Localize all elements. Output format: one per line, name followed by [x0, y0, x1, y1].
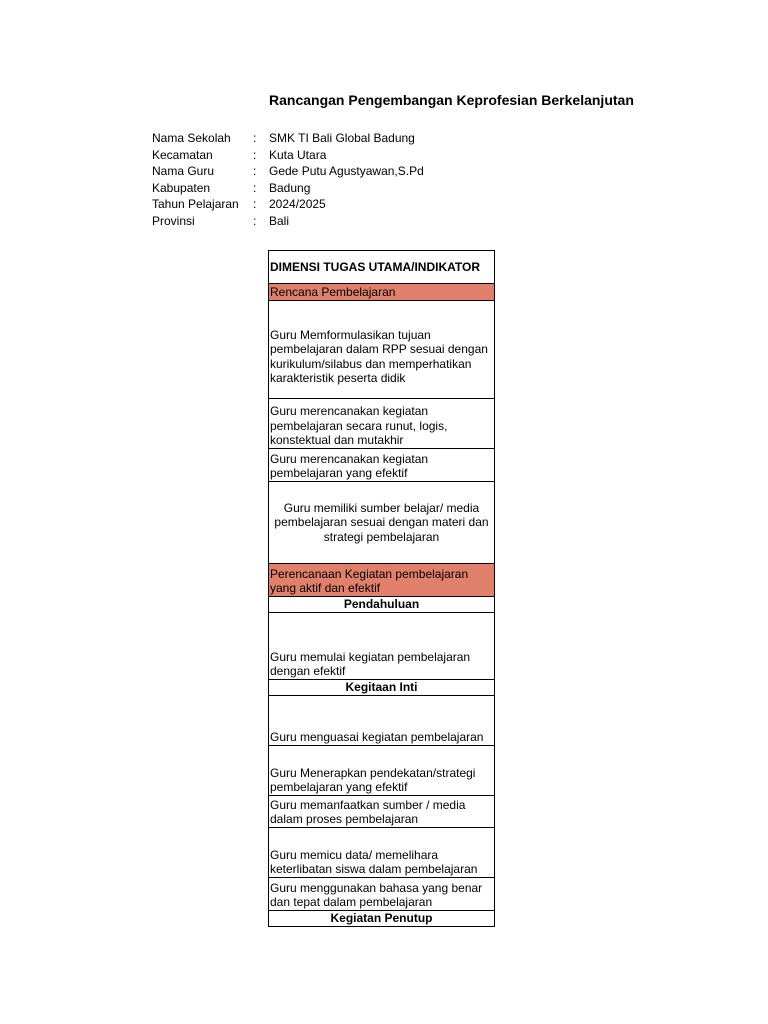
subsection-row: [269, 597, 494, 613]
subsection-label: Pendahuluan: [343, 597, 420, 612]
subsection-row: [269, 680, 494, 696]
info-value: Badung: [269, 180, 311, 195]
table-header: [269, 251, 494, 284]
info-value: Kuta Utara: [269, 147, 327, 162]
info-colon: :: [253, 213, 257, 228]
info-value: Gede Putu Agustyawan,S.Pd: [269, 164, 424, 179]
indicator-table: [268, 250, 495, 927]
info-colon: :: [253, 147, 257, 162]
subsection-label: Kegiatan Penutup: [330, 911, 433, 926]
table-row: [269, 746, 494, 796]
table-row: [269, 796, 494, 828]
table-row: [269, 878, 494, 911]
indicator-text: Guru memulai kegiatan pembelajaran dengan efektif: [270, 649, 471, 679]
indicator-text: Guru memiliki sumber belajar/ media pembelajaran sesuai dengan materi dan strategi pembelajaran: [274, 500, 489, 544]
info-colon: :: [253, 197, 257, 212]
page-title: Rancangan Pengembangan Keprofesian Berkelanjutan: [269, 92, 634, 108]
table-row: [269, 696, 494, 746]
info-label: Kecamatan: [152, 147, 213, 162]
info-label: Nama Guru: [152, 164, 215, 179]
indicator-text: Guru menggunakan bahasa yang benar dan tepat dalam pembelajaran: [270, 880, 483, 910]
info-label: Kabupaten: [152, 180, 211, 195]
indicator-text: Guru menguasai kegiatan pembelajaran: [270, 730, 484, 745]
section-row: [269, 284, 494, 301]
subsection-row: [269, 911, 494, 927]
table-row: [269, 399, 494, 449]
section-label: Rencana Pembelajaran: [270, 285, 396, 300]
indicator-text: Guru Memformulasikan tujuan pembelajaran dalam RPP sesuai dengan kurikulum/silabus dan memperhatikan karakteristik peserta didik: [270, 327, 488, 386]
indicator-text: Guru memanfaatkan sumber / media dalam proses pembelajaran: [270, 797, 466, 827]
info-label: Nama Sekolah: [152, 131, 231, 145]
info-value: 2024/2025: [269, 197, 326, 212]
section-row: [269, 564, 494, 597]
table-row: [269, 828, 494, 878]
table-row: [269, 613, 494, 680]
info-label: Tahun Pelajaran: [152, 197, 239, 212]
info-colon: :: [253, 180, 257, 195]
subsection-label: Kegitaan Inti: [345, 680, 418, 695]
indicator-text: Guru merencanakan kegiatan pembelajaran yang efektif: [270, 451, 429, 481]
table-row: [269, 482, 494, 564]
table-row: [269, 449, 494, 482]
section-label: Perencanaan Kegiatan pembelajaran yang aktif dan efektif: [270, 566, 469, 596]
table-header-label: DIMENSI TUGAS UTAMA/INDIKATOR: [270, 259, 480, 274]
table-row: [269, 301, 494, 399]
indicator-text: Guru Menerapkan pendekatan/strategi pembelajaran yang efektif: [270, 765, 476, 795]
info-label: Provinsi: [152, 213, 195, 228]
info-value: Bali: [269, 213, 290, 228]
info-colon: :: [253, 164, 257, 179]
info-value: SMK TI Bali Global Badung: [269, 131, 415, 145]
info-colon: :: [253, 131, 257, 145]
indicator-text: Guru memicu data/ memelihara keterlibatan siswa dalam pembelajaran: [270, 847, 478, 877]
indicator-text: Guru merencanakan kegiatan pembelajaran secara runut, logis, konstektual dan mutakhir: [270, 404, 448, 448]
